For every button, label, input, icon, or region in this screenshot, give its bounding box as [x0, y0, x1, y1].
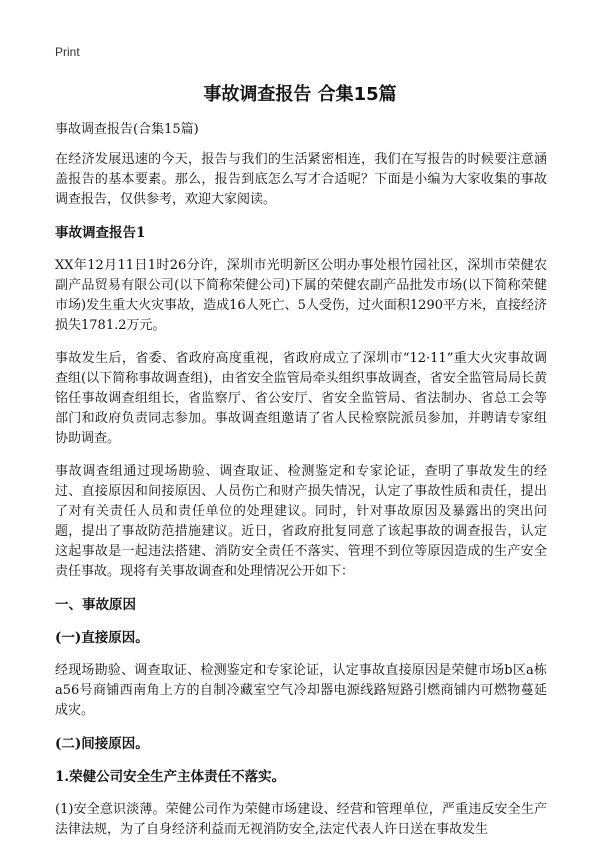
document-title: 事故调查报告 合集15篇	[203, 84, 397, 105]
direct-cause-paragraph: 经现场勘验、调查取证、检测鉴定和专家论证，认定事故直接原因是荣健市场b区a栋a56号商铺西南角上方的自制冷藏室空气冷却器电源线路短路引燃商铺内可燃物蔓延成灾。	[55, 663, 547, 718]
subsection-heading-indirect-cause: (二)间接原因。	[55, 736, 149, 752]
report1-heading: 事故调查报告1	[55, 225, 146, 241]
section-heading-causes: 一、事故原因	[55, 597, 136, 613]
indirect-cause-item-1-heading: 1.荣健公司安全生产主体责任不落实。	[55, 769, 286, 785]
document-body	[55, 120, 547, 853]
report1-paragraph-1: XX年12月11日1时26分许，深圳市光明新区公明办事处根竹园社区，深圳市荣健农副产品贸易有限公司(以下简称荣健公司)下属的荣健农副产品批发市场(以下简称荣健市场)发生重大火灾事故，造成16人死亡、5人受伤，过火面积1290平方米，直接经济损失1781.2万元。	[55, 258, 547, 333]
report1-paragraph-3: 事故调查组通过现场勘验、调查取证、检测鉴定和专家论证，查明了事故发生的经过、直接原因和间接原因、人员伤亡和财产损失情况，认定了事故性质和责任，提出了对有关责任人员和责任单位的处理建议。同时，针对事故原因及暴露出的突出问题，提出了事故防范措施建议。近日，省政府批复同意了该起事故的调查报告，认定这起事故是一起违法搭建、消防安全责任不落实、管理不到位等原因造成的生产安全责任事故。现将有关事故调查和处理情况公开如下：	[55, 464, 547, 579]
indirect-cause-item-1-paragraph: (1)安全意识淡薄。荣健公司作为荣健市场建设、经营和管理单位，严重违反安全生产法律法规，为了自身经济利益而无视消防安全,法定代表人许日送在事故发生	[55, 802, 547, 837]
subsection-heading-direct-cause: (一)直接原因。	[55, 630, 149, 646]
report1-paragraph-2: 事故发生后，省委、省政府高度重视，省政府成立了深圳市“12·11”重大火灾事故调查组(以下简称事故调查组)，由省安全监管局牵头组织事故调查，省安全监管局局长黄铭任事故调查组组长，省监察厅、省公安厅、省安全监管局、省法制办、省总工会等部门和政府负责同志参加。事故调查组邀请了省人民检察院派员参加，并聘请专家组协助调查。	[55, 351, 547, 446]
print-label[interactable]: Print	[55, 45, 80, 59]
document-subtitle: 事故调查报告(合集15篇)	[55, 122, 199, 137]
intro-paragraph: 在经济发展迅速的今天，报告与我们的生活紧密相连，我们在写报告的时候要注意涵盖报告的基本要素。那么，报告到底怎么写才合适呢？下面是小编为大家收集的事故调查报告，仅供参考，欢迎大家阅读。	[55, 152, 547, 207]
